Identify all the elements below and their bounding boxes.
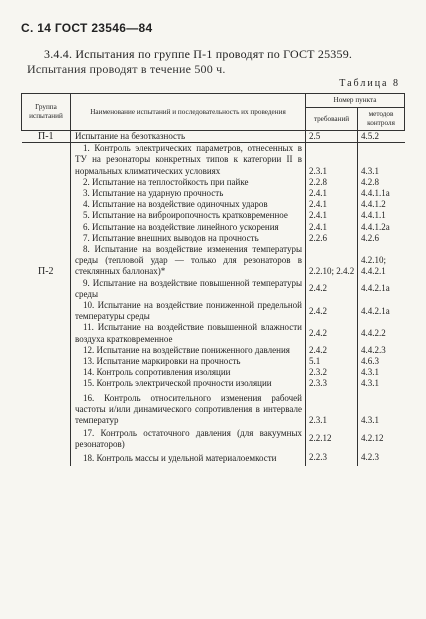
table-row xyxy=(22,451,405,466)
requirements-cell: 2.5 xyxy=(306,131,358,143)
methods-cell: 4.3.1 xyxy=(361,415,379,426)
column-header-point-number: Номер пункта xyxy=(306,94,405,108)
requirements-cell: 2.2.3 xyxy=(306,451,358,466)
name-cell xyxy=(71,300,306,322)
requirements-cell: 2.3.1 xyxy=(306,143,358,177)
name-cell xyxy=(71,356,306,367)
requirements-cell: 2.3.3 xyxy=(306,378,358,389)
group-cell: П-2 xyxy=(22,244,71,278)
name-cell xyxy=(71,426,306,450)
methods-cell: 4.4.2.1а xyxy=(361,283,390,294)
name-text: 18. Контроль массы и удельной материалоемкости xyxy=(83,452,277,463)
table-row xyxy=(22,345,405,356)
table-row xyxy=(22,426,405,450)
group-cell xyxy=(22,177,71,188)
intro-line-2: Испытания проводят в течение 500 ч. xyxy=(27,62,226,76)
name-cell xyxy=(71,210,306,221)
name-text: 3. Испытание на ударную прочность xyxy=(83,188,224,199)
methods-cell: 4.4.1.2а xyxy=(361,221,390,232)
name-text: 15. Контроль электрической прочности изоляции xyxy=(83,378,272,389)
name-cell xyxy=(71,345,306,356)
name-text: 2. Испытание на теплостойкость при пайке xyxy=(83,176,249,187)
group-cell xyxy=(22,322,71,344)
name-text: 8. Испытание на воздействие изменения температуры среды (тепловой удар — только для резонаторов в стеклянных баллонах)* xyxy=(75,244,302,277)
name-cell xyxy=(71,322,306,344)
requirements-cell: 2.4.1 xyxy=(306,210,358,221)
intro-line-1: 3.4.4. Испытания по группе П-1 проводят по ГОСТ 25359. xyxy=(44,47,353,61)
name-cell xyxy=(71,143,306,177)
requirements-cell: 2.3.1 xyxy=(306,390,358,427)
table-body xyxy=(22,131,405,466)
requirements-cell: 2.4.2 xyxy=(306,300,358,322)
name-text: 11. Испытание на воздействие повышенной влажности воздуха кратковременное xyxy=(75,322,302,344)
column-header-methods: методов контроля xyxy=(358,108,405,131)
group-cell xyxy=(22,188,71,199)
name-text: 6. Испытание на воздействие линейного ускорения xyxy=(83,221,279,232)
methods-cell: 4.2.6 xyxy=(361,232,379,243)
table-row xyxy=(22,300,405,322)
name-cell xyxy=(71,367,306,378)
table-row xyxy=(22,222,405,233)
table-row xyxy=(22,378,405,389)
requirements-cell: 2.4.2 xyxy=(306,345,358,356)
name-cell xyxy=(71,244,306,278)
name-text: 14. Контроль сопротивления изоляции xyxy=(83,367,231,378)
requirements-cell: 2.4.1 xyxy=(306,188,358,199)
name-text: 7. Испытание внешних выводов на прочность xyxy=(83,232,259,243)
name-cell xyxy=(71,188,306,199)
methods-cell: 4.4.1.1 xyxy=(361,210,386,221)
methods-cell: 4.3.1 xyxy=(361,367,379,378)
table-row xyxy=(22,210,405,221)
group-cell xyxy=(22,451,71,466)
requirements-cell: 2.4.1 xyxy=(306,199,358,210)
group-cell xyxy=(22,210,71,221)
methods-cell: 4.2.3 xyxy=(361,451,379,462)
table-row xyxy=(22,367,405,378)
group-cell xyxy=(22,426,71,450)
table-row xyxy=(22,322,405,344)
group-cell xyxy=(22,345,71,356)
name-text: 4. Испытание на воздействие одиночных ударов xyxy=(83,199,268,210)
group-cell xyxy=(22,367,71,378)
name-cell xyxy=(71,233,306,244)
table-row xyxy=(22,233,405,244)
methods-cell: 4.2.10; 4.4.2.1 xyxy=(361,255,387,277)
table-row xyxy=(22,356,405,367)
methods-cell: 4.4.2.1а xyxy=(361,305,390,316)
column-header-name: Наименование испытаний и последовательность их проведения xyxy=(71,94,306,131)
name-text: 13. Испытание маркировки на прочность xyxy=(83,356,241,367)
column-header-requirements: требований xyxy=(306,108,358,131)
group-cell xyxy=(22,390,71,427)
requirements-cell: 2.2.10; 2.4.2 xyxy=(306,244,358,278)
name-text: 1. Контроль электрических параметров, отнесенных в ТУ на резонаторы конкретных типов к категории II в нормальных климатических условиях xyxy=(75,143,302,176)
table-row xyxy=(22,188,405,199)
requirements-cell: 2.3.2 xyxy=(306,367,358,378)
group-cell xyxy=(22,356,71,367)
name-cell xyxy=(71,378,306,389)
requirements-cell: 2.2.6 xyxy=(306,233,358,244)
methods-cell: 4.6.3 xyxy=(361,356,379,367)
requirements-cell: 2.4.2 xyxy=(306,278,358,300)
group-cell xyxy=(22,233,71,244)
requirements-cell: 2.2.8 xyxy=(306,177,358,188)
name-text: 16. Контроль относительного изменения рабочей частоты и/или динамического сопротивления в интервале температур xyxy=(75,392,302,426)
table-row xyxy=(22,131,405,143)
group-cell xyxy=(22,143,71,177)
methods-cell: 4.3.1 xyxy=(361,165,379,176)
name-text: 12. Испытание на воздействие пониженного давления xyxy=(83,344,290,355)
group-cell xyxy=(22,378,71,389)
methods-cell: 4.4.1.1а xyxy=(361,188,390,199)
name-text: 5. Испытание на виброиропочность кратковременное xyxy=(83,210,288,221)
table-row xyxy=(22,390,405,427)
tests-table xyxy=(21,93,405,466)
table-row xyxy=(22,177,405,188)
table-row xyxy=(22,278,405,300)
name-text: 9. Испытание на воздействие повышенной температуры среды xyxy=(75,277,302,299)
intro-paragraph xyxy=(27,47,389,77)
methods-cell: 4.4.2.2 xyxy=(361,328,386,339)
name-cell: Испытание на безотказность xyxy=(71,131,306,143)
methods-cell: 4.3.1 xyxy=(361,378,379,389)
group-cell: П-1 xyxy=(22,131,71,143)
group-cell xyxy=(22,222,71,233)
methods-cell: 4.4.1.2 xyxy=(361,199,386,210)
methods-cell: 4.5.2 xyxy=(358,131,405,143)
requirements-cell: 2.4.1 xyxy=(306,222,358,233)
table-row xyxy=(22,199,405,210)
table-caption: Таблица 8 xyxy=(339,78,400,89)
page-header: С. 14 ГОСТ 23546—84 xyxy=(21,21,153,35)
column-header-group: Группа испытаний xyxy=(22,94,71,131)
group-cell xyxy=(22,300,71,322)
methods-cell: 4.2.12 xyxy=(361,432,384,443)
requirements-cell: 2.2.12 xyxy=(306,426,358,450)
name-text: 17. Контроль остаточного давления (для вакуумных резонаторов) xyxy=(75,428,302,450)
name-cell xyxy=(71,199,306,210)
group-cell xyxy=(22,199,71,210)
methods-cell: 4.4.2.3 xyxy=(361,344,386,355)
methods-cell: 4.2.8 xyxy=(361,176,379,187)
name-cell xyxy=(71,177,306,188)
group-cell xyxy=(22,278,71,300)
name-text: 10. Испытание на воздействие пониженной предельной температуры среды xyxy=(75,300,302,322)
name-cell xyxy=(71,390,306,427)
requirements-cell: 5.1 xyxy=(306,356,358,367)
name-cell xyxy=(71,451,306,466)
name-cell xyxy=(71,222,306,233)
requirements-cell: 2.4.2 xyxy=(306,322,358,344)
table-row xyxy=(22,244,405,278)
table-row xyxy=(22,143,405,177)
name-cell xyxy=(71,278,306,300)
